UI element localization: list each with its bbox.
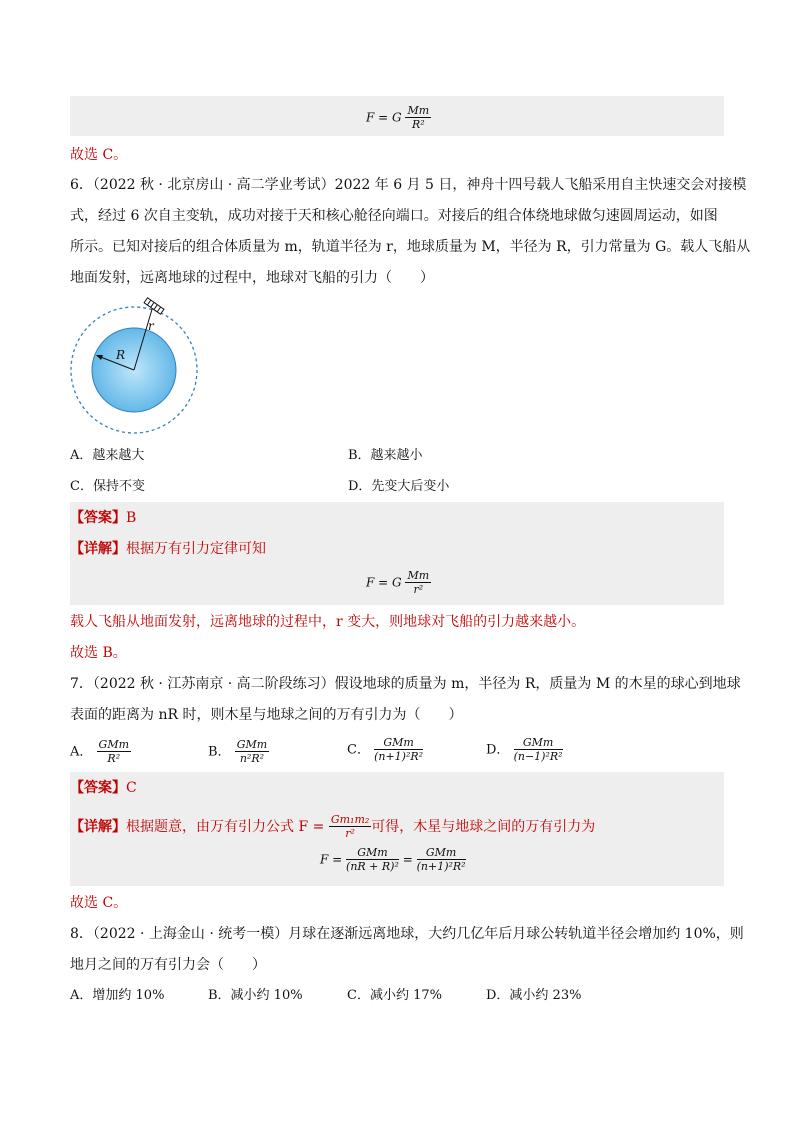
fraction-denominator: R² bbox=[107, 752, 121, 765]
q6-formula bbox=[366, 569, 431, 597]
answer-value: C bbox=[126, 780, 137, 796]
formula-equals: = bbox=[402, 852, 413, 867]
detail-text: 根据题意，由万有引力公式 F = bbox=[126, 819, 325, 835]
q8-option-a[interactable]: A．增加约 10% bbox=[70, 988, 165, 1003]
detail-tag: 【详解】 bbox=[70, 541, 126, 557]
fraction bbox=[346, 846, 399, 874]
fraction-denominator: (n+1)²R² bbox=[374, 750, 424, 763]
fraction-denominator: (n−1)²R² bbox=[513, 750, 563, 763]
q6-stem-line-1: 6．（2022 秋 · 北京房山 · 高二学业考试）2022 年 6 月 5 日，神舟十四号载人飞船采用自主快速交会对接模 bbox=[70, 177, 747, 193]
q6-explanation: 载人飞船从地面发射，远离地球的过程中，r 变大，则地球对飞船的引力越来越小。 bbox=[70, 614, 586, 630]
q7-option-b[interactable] bbox=[208, 738, 269, 766]
formula-lhs: F = G bbox=[366, 575, 402, 590]
q8-option-d[interactable]: D．减小约 23% bbox=[486, 988, 582, 1003]
formula-lhs: F = bbox=[320, 852, 343, 867]
option-fraction bbox=[374, 736, 423, 764]
q6-conclusion: 故选 B。 bbox=[70, 645, 127, 661]
fraction-denominator: (nR + R)² bbox=[346, 860, 399, 873]
q8-stem-line-2: 地月之间的万有引力会（ ） bbox=[70, 957, 266, 973]
q8-stem-line-1: 8．（2022 · 上海金山 · 统考一模）月球在逐渐远离地球，大约几亿年后月球公转轨道半径会增加约 10%，则 bbox=[70, 926, 744, 942]
fraction-denominator: R² bbox=[411, 118, 425, 131]
q6-stem-line-3: 所示。已知对接后的组合体质量为 m，轨道半径为 r，地球质量为 M，半径为 R，引力常量为 G。载人飞船从 bbox=[70, 239, 751, 255]
q6-option-c[interactable]: C．保持不变 bbox=[70, 479, 145, 494]
fraction-numerator: Mm bbox=[407, 104, 430, 117]
answer-value: B bbox=[126, 510, 137, 526]
q6-option-d[interactable]: D．先变大后变小 bbox=[348, 479, 450, 494]
option-fraction bbox=[235, 738, 269, 766]
earth-orbit-figure bbox=[68, 292, 204, 440]
q7-formula bbox=[320, 846, 466, 874]
answer-tag: 【答案】 bbox=[70, 510, 126, 526]
label-R: R bbox=[116, 348, 126, 362]
q7-stem-line-1: 7．（2022 秋 · 江苏南京 · 高二阶段练习）假设地球的质量为 m，半径为 R，质量为 M 的木星的球心到地球 bbox=[70, 676, 741, 692]
q7-answer-line bbox=[70, 778, 137, 798]
q8-option-c[interactable]: C．减小约 17% bbox=[347, 988, 442, 1003]
fraction-denominator: r² bbox=[413, 583, 424, 596]
q7-option-d[interactable] bbox=[486, 736, 563, 764]
option-fraction bbox=[97, 738, 131, 766]
fraction-numerator: GMm bbox=[236, 738, 268, 751]
q7-stem-line-2: 表面的距离为 nR 时，则木星与地球之间的万有引力为（ ） bbox=[70, 707, 463, 723]
q6-option-b[interactable]: B．越来越小 bbox=[348, 448, 423, 463]
q6-answer-line bbox=[70, 508, 136, 528]
fraction-numerator: Mm bbox=[407, 569, 430, 582]
fraction-numerator: GMm bbox=[374, 736, 423, 750]
option-fraction bbox=[514, 736, 563, 764]
detail-fraction bbox=[329, 813, 371, 841]
fraction-numerator: GMm bbox=[98, 738, 130, 751]
q7-option-a[interactable] bbox=[70, 738, 131, 766]
fraction-numerator: GMm bbox=[417, 846, 466, 860]
q8-option-b[interactable]: B．减小约 10% bbox=[208, 988, 303, 1003]
fraction-denominator: r² bbox=[345, 827, 355, 840]
formula-top bbox=[366, 104, 431, 132]
detail-text-post: 可得，木星与地球之间的万有引力为 bbox=[371, 819, 596, 835]
detail-tag: 【详解】 bbox=[70, 819, 126, 835]
option-label: C． bbox=[347, 742, 370, 758]
q7-option-c[interactable] bbox=[347, 736, 423, 764]
q6-option-a[interactable]: A．越来越大 bbox=[70, 448, 145, 463]
q5-conclusion: 故选 C。 bbox=[70, 147, 128, 163]
answer-tag: 【答案】 bbox=[70, 780, 126, 796]
q6-stem-line-4: 地面发射，远离地球的过程中，地球对飞船的引力（ ） bbox=[70, 270, 434, 286]
option-label: D． bbox=[486, 742, 510, 758]
q7-detail-line bbox=[70, 813, 595, 841]
q7-conclusion: 故选 C。 bbox=[70, 895, 128, 911]
option-label: B． bbox=[208, 744, 231, 760]
detail-text: 根据万有引力定律可知 bbox=[126, 541, 266, 557]
fraction bbox=[405, 569, 431, 597]
fraction-denominator: (n+1)²R² bbox=[416, 860, 466, 873]
fraction bbox=[417, 846, 466, 874]
label-r: r bbox=[148, 319, 154, 333]
formula-lhs: F = G bbox=[366, 110, 402, 125]
spaceship-icon bbox=[144, 298, 164, 314]
fraction-numerator: GMm bbox=[346, 846, 399, 860]
q6-stem-line-2: 式，经过 6 次自主变轨，成功对接于天和核心舱径向端口。对接后的组合体绕地球做匀速圆周运动，如图 bbox=[70, 208, 718, 224]
fraction-numerator: Gm₁m₂ bbox=[330, 813, 370, 826]
fraction bbox=[405, 104, 431, 132]
option-label: A． bbox=[70, 744, 93, 760]
fraction-numerator: GMm bbox=[514, 736, 563, 750]
q6-detail-line bbox=[70, 539, 266, 559]
fraction-denominator: n²R² bbox=[239, 752, 265, 765]
